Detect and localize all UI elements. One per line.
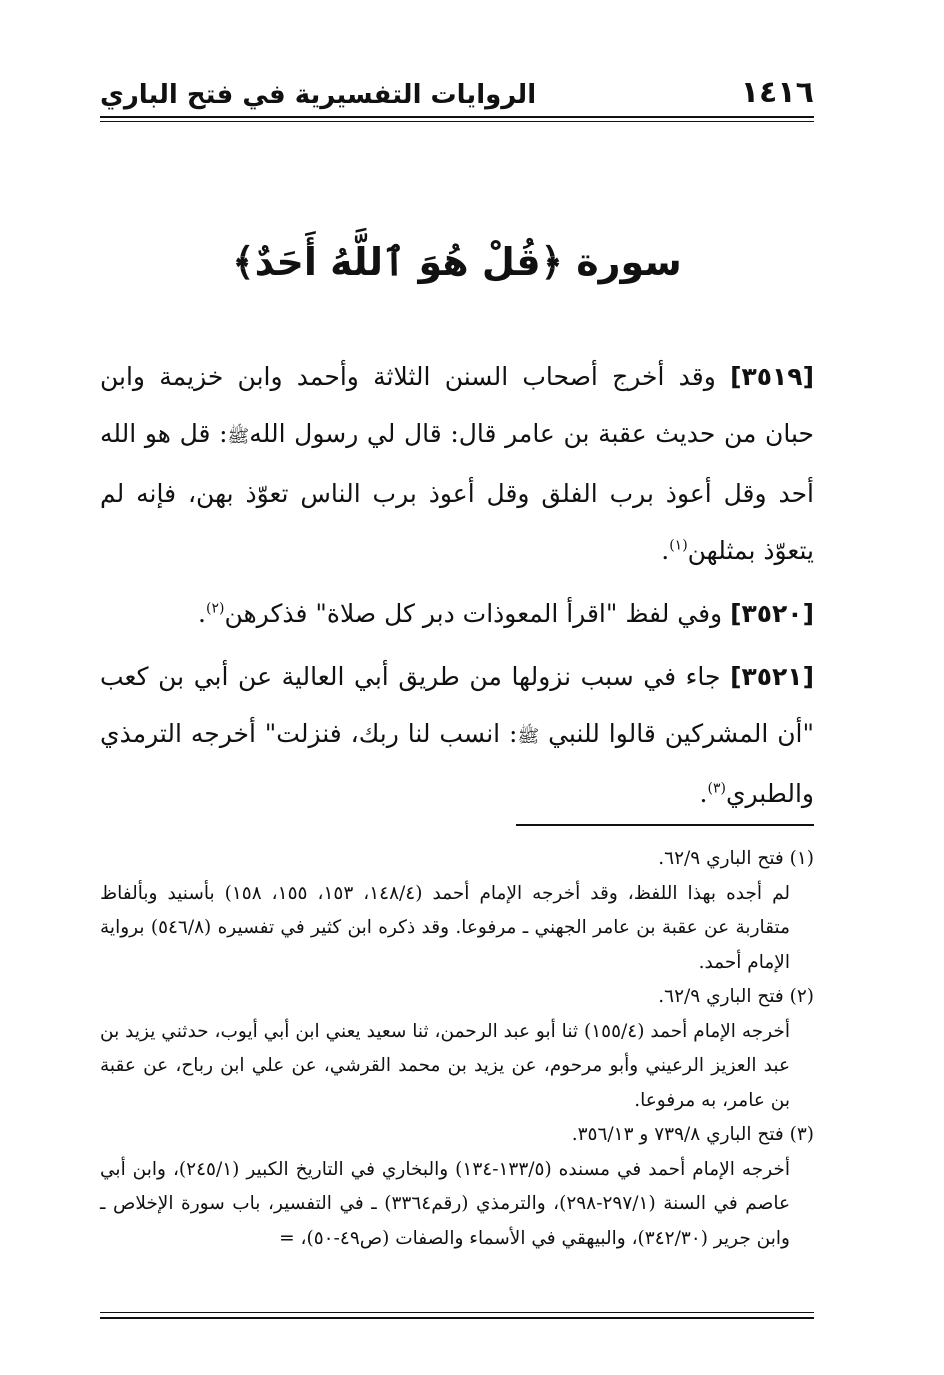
entry-end: . (661, 536, 670, 565)
salla-glyph: ﷺ (227, 426, 250, 447)
entry-end: . (198, 599, 206, 628)
surah-heading (100, 240, 814, 284)
footnote-ref[interactable]: (٣) (707, 780, 726, 797)
book-title: الروايات التفسيرية في فتح الباري (100, 80, 537, 110)
page-number: ١٤١٦ (740, 75, 814, 110)
entry-number: [٣٥٢١] (730, 662, 814, 691)
salla-glyph: ﷺ (517, 726, 540, 747)
footnote-3-source: (٣) فتح الباري ٧٣٩/٨ و ٣٥٦/١٣. (571, 1124, 814, 1145)
footnote-ref[interactable]: (١) (669, 537, 688, 554)
footer-rule (100, 1317, 814, 1319)
entry-3521 (100, 648, 814, 822)
footnote-1-source: (١) فتح الباري ٦٢/٩. (658, 848, 814, 869)
entry-end: . (699, 779, 708, 808)
header-rule-thin (100, 121, 814, 122)
entry-text: جاء في سبب نزولها من طريق أبي العالية عن أبي بن كعب "أن المشركين قالوا للنبي (100, 662, 814, 748)
entry-text-cont: : انسب لنا ربك، فنزلت" أخرجه الترمذي والطبري (100, 719, 814, 808)
footnote-2-source: (٢) فتح الباري ٦٢/٩. (658, 986, 814, 1007)
entry-number: [٣٥١٩] (730, 362, 814, 391)
footnote-ref[interactable]: (٢) (205, 600, 225, 617)
footer-rule-thin (100, 1312, 814, 1313)
entry-3519 (100, 348, 814, 579)
body-text (100, 348, 814, 828)
footnotes (100, 842, 814, 1256)
footnote-3-body: أخرجه الإمام أحمد في مسنده (١٣٣/٥-١٣٤) والبخاري في التاريخ الكبير (٢٤٥/١)، وابن أبي عاصم في السنة (٢٩٧/١-٢٩٨)، والترمذي (رقم٣٣٦٤) ـ في التفسير، باب سورة الإخلاص ـ وابن جرير (٣٤٢/٣٠)، والبيهقي في الأسماء والصفات (ص٤٩-٥٠)، = (100, 1158, 791, 1249)
running-header (100, 70, 814, 110)
surah-word: سورة (576, 240, 682, 284)
entry-text: وقد أخرج أصحاب السنن الثلاثة وأحمد وابن خزيمة وابن حبان من حديث عقبة بن عامر قال: قال لي رسول الله (100, 362, 814, 448)
footnote-2-body: أخرجه الإمام أحمد (١٥٥/٤) ثنا أبو عبد الرحمن، ثنا سعيد يعني ابن أبي أيوب، حدثني يزيد بن عبد العزيز الرعيني وأبو مرحوم، عن يزيد بن محمد القرشي، عن علي ابن رباح، عن عقبة بن عامر، به مرفوعا. (100, 1020, 790, 1111)
entry-3520 (100, 585, 814, 642)
footnote-1-body: لم أجده بهذا اللفظ، وقد أخرجه الإمام أحمد (١٤٨/٤، ١٥٣، ١٥٥، ١٥٨) بأسنيد وبألفاظ متقاربة عن عقبة بن عامر الجهني ـ مرفوعا. وقد ذكره ابن كثير في تفسيره (٥٤٦/٨) برواية الإمام أحمد. (100, 882, 791, 973)
entry-text: وفي لفظ "اقرأ المعوذات دبر كل صلاة" فذكرهن (224, 599, 723, 628)
header-rule (100, 116, 814, 118)
footnote-separator (516, 824, 814, 826)
surah-verse: ﴿قُلْ هُوَ ٱللَّهُ أَحَدٌ﴾ (232, 240, 563, 284)
entry-number: [٣٥٢٠] (730, 599, 814, 628)
entry-text-cont: : قل هو الله أحد وقل أعوذ برب الفلق وقل أعوذ برب الناس تعوّذ بهن، فإنه لم يتعوّذ بمثلهن (100, 419, 814, 565)
